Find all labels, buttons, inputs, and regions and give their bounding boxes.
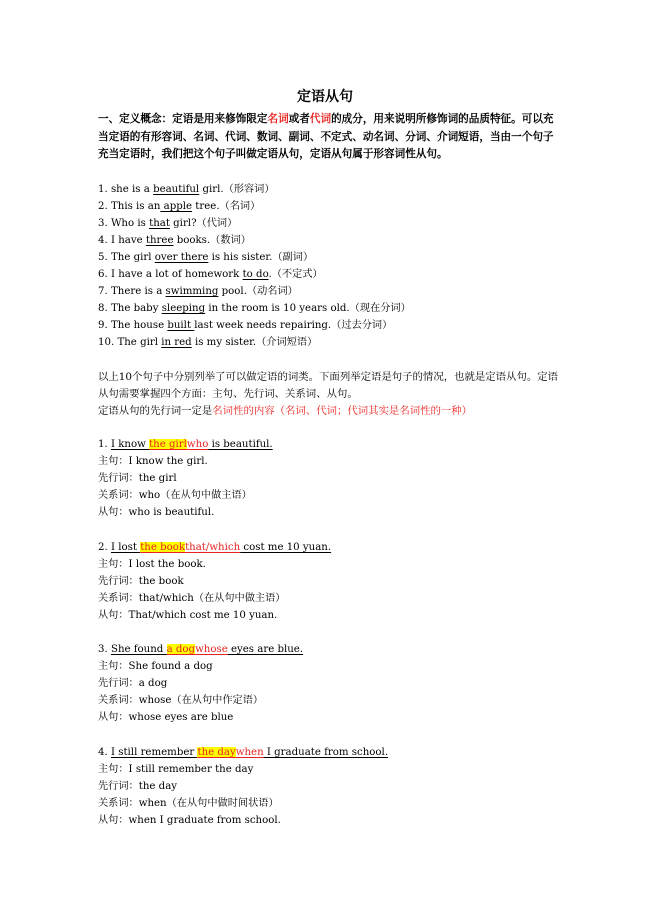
clause-subordinate: 从句：when I graduate from school. xyxy=(98,815,281,826)
clause-main-part: I lost xyxy=(110,542,141,553)
clause-antecedent: 先行词：the day xyxy=(98,781,178,792)
example-underlined-word: that xyxy=(149,218,170,229)
clause-sentence xyxy=(98,746,388,760)
example-text-tail: is my sister.（介词短语） xyxy=(191,337,318,348)
intro-antecedent-rule xyxy=(98,403,558,420)
example-text-tail: tree.（名词） xyxy=(192,201,261,212)
clause-antecedent-highlight: the book xyxy=(140,542,186,553)
intro-rule-black: 定语从句的先行词一定是 xyxy=(98,405,213,417)
clause-number: 3. xyxy=(98,644,111,655)
page-title: 定语从句 xyxy=(297,89,353,105)
example-text: 8. The baby xyxy=(98,303,162,314)
clause-main-part: She found xyxy=(110,644,167,655)
clause-subordinate: 从句：who is beautiful. xyxy=(98,507,215,518)
example-text-tail: books.（数词） xyxy=(173,235,251,246)
example-underlined-word: beautiful xyxy=(153,184,200,195)
clause-relative-word: when xyxy=(235,747,264,758)
example-line xyxy=(98,319,392,333)
clause-rest: is beautiful. xyxy=(208,439,273,450)
clause-main-sentence: 主句：I know the girl. xyxy=(98,456,208,467)
example-line xyxy=(98,251,313,265)
clause-sentence xyxy=(98,438,273,452)
clause-antecedent-highlight: the girl xyxy=(149,439,187,450)
example-text-tail: last week needs repairing.（过去分词） xyxy=(194,320,393,331)
example-line xyxy=(98,336,317,350)
clause-main-sentence: 主句：She found a dog xyxy=(98,661,213,672)
definition-red-noun: 名词 xyxy=(267,113,289,125)
clause-rest: eyes are blue. xyxy=(227,644,304,655)
example-text-tail: is his sister.（副词） xyxy=(208,252,314,263)
example-underlined-word: three xyxy=(145,235,174,246)
clause-antecedent: 先行词：a dog xyxy=(98,678,168,689)
example-text-tail: in the room is 10 years old.（现在分词） xyxy=(205,303,411,314)
clause-antecedent: 先行词：the book xyxy=(98,576,184,587)
example-text-tail: girl.（形容词） xyxy=(199,184,275,195)
example-underlined-word: in red xyxy=(161,337,192,348)
clause-rest: cost me 10 yuan. xyxy=(240,542,332,553)
example-text-tail: girl?（代词） xyxy=(169,218,238,229)
definition-mid: 或者 xyxy=(288,113,310,125)
definition-rest: 的成分，用来说明所修饰词的品质特征。可以充当定语的有形容词、名词、代词、数词、副词、不定式、动名词、分词、介词短语，当由一个句子充当定语时，我们把这个句子叫做定语从句，定语从句属于形容词性从句。 xyxy=(98,113,554,161)
intro-rule-red: 名词性的内容（名词、代词；代词其实是名词性的一种） xyxy=(212,405,473,417)
clause-main-part: I know xyxy=(110,439,150,450)
clause-relative-pronoun: 关系词：that/which（在从句中做主语） xyxy=(98,593,286,604)
example-text: 5. The girl xyxy=(98,252,155,263)
example-text: 10. The girl xyxy=(98,337,162,348)
clause-relative-pronoun: 关系词：who（在从句中做主语） xyxy=(98,490,252,501)
example-underlined-word: to do xyxy=(242,269,269,280)
definition-red-pronoun: 代词 xyxy=(309,113,332,125)
example-line xyxy=(98,268,323,282)
example-text: 3. Who is xyxy=(98,218,150,229)
example-underlined-word: apple xyxy=(160,201,193,212)
example-text: 6. I have a lot of homework xyxy=(98,269,243,280)
clause-main-part: I still remember xyxy=(110,747,198,758)
example-underlined-word: built xyxy=(167,320,195,331)
example-text: 7. There is a xyxy=(98,286,166,297)
example-line xyxy=(98,234,251,248)
intro-text: 以上10个句子中分别列举了可以做定语的词类。下面列举定语是句子的情况，也就是定语从句。定语从句需要掌握四个方面：主句、先行词、关系词、从句。 xyxy=(98,371,559,400)
example-text: 1. she is a xyxy=(98,184,154,195)
example-line xyxy=(98,285,298,299)
clause-antecedent-highlight: the day xyxy=(197,747,236,758)
example-line xyxy=(98,302,411,316)
clause-subordinate: 从句：whose eyes are blue xyxy=(98,712,234,723)
definition-paragraph xyxy=(98,111,558,164)
example-underlined-word: sleeping xyxy=(161,303,206,314)
example-line xyxy=(98,183,275,197)
clause-number: 4. xyxy=(98,747,111,758)
example-text: 9. The house xyxy=(98,320,168,331)
clause-main-sentence: 主句：I still remember the day xyxy=(98,764,254,775)
example-line xyxy=(98,200,260,214)
clause-antecedent: 先行词：the girl xyxy=(98,473,177,484)
intro-paragraph xyxy=(98,369,558,420)
example-text: 2. This is an xyxy=(98,201,161,212)
clause-antecedent-highlight: a dog xyxy=(166,644,196,655)
clause-sentence xyxy=(98,643,303,657)
example-text-tail: pool.（动名词） xyxy=(218,286,298,297)
example-text-tail: .（不定式） xyxy=(268,269,323,280)
definition-prefix: 一、定义概念：定语是用来修饰限定 xyxy=(98,113,268,125)
example-underlined-word: swimming xyxy=(165,286,219,297)
clause-relative-word: that/which xyxy=(185,542,241,553)
clause-subordinate: 从句：That/which cost me 10 yuan. xyxy=(98,610,278,621)
example-underlined-word: over there xyxy=(154,252,209,263)
clause-number: 1. xyxy=(98,439,111,450)
clause-main-sentence: 主句：I lost the book. xyxy=(98,559,206,570)
clause-relative-word: whose xyxy=(195,644,228,655)
example-text: 4. I have xyxy=(98,235,146,246)
clause-relative-pronoun: 关系词：when（在从句中做时间状语） xyxy=(98,798,279,809)
clause-relative-pronoun: 关系词：whose（在从句中作定语） xyxy=(98,695,264,706)
clause-sentence xyxy=(98,541,331,555)
clause-rest: I graduate from school. xyxy=(263,747,389,758)
clause-relative-word: who xyxy=(186,439,209,450)
example-line xyxy=(98,217,237,231)
clause-number: 2. xyxy=(98,542,111,553)
